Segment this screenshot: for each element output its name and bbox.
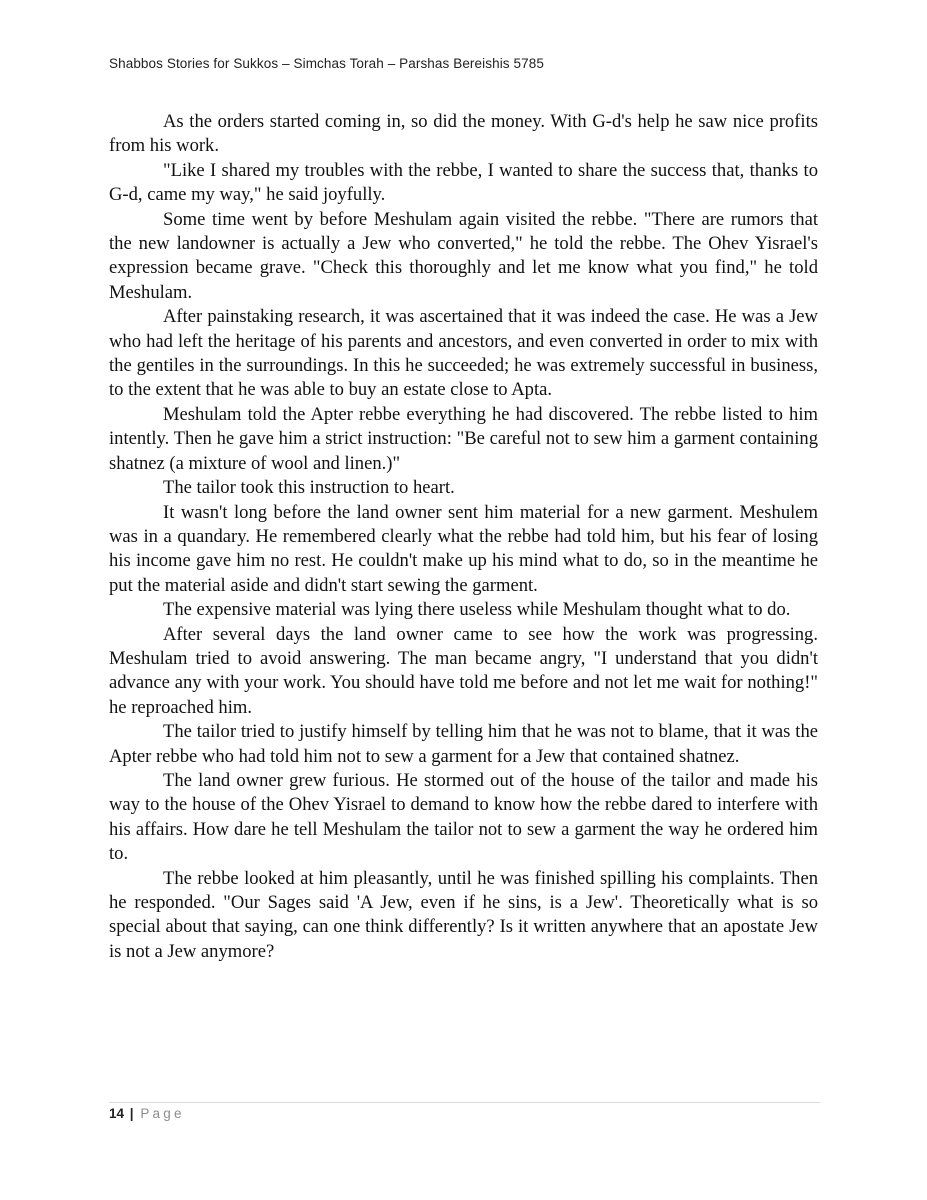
running-header: Shabbos Stories for Sukkos – Simchas Torah – Parshas Bereishis 5785: [109, 56, 544, 71]
paragraph: Meshulam told the Apter rebbe everything he had discovered. The rebbe listed to him intently. Then he gave him a strict instruction: "Be careful not to sew him a garment containing shatnez (a mixture of wool and linen.)": [109, 403, 818, 474]
page-footer: [109, 1106, 185, 1121]
paragraph: As the orders started coming in, so did the money. With G-d's help he saw nice profits from his work.: [109, 111, 818, 157]
body-text: [109, 110, 818, 964]
page-separator: |: [129, 1106, 134, 1121]
paragraph: The rebbe looked at him pleasantly, until he was finished spilling his complaints. Then he responded. "Our Sages said 'A Jew, even if he sins, is a Jew'. Theoretically what is so special about that saying, can one think differently? Is it written anywhere that an apostate Jew is not a Jew anymore?: [109, 867, 818, 962]
paragraph: The tailor tried to justify himself by telling him that he was not to blame, that it was the Apter rebbe who had told him not to sew a garment for a Jew that contained shatnez.: [109, 721, 818, 767]
paragraph: Some time went by before Meshulam again visited the rebbe. "There are rumors that the new landowner is actually a Jew who converted," he told the rebbe. The Ohev Yisrael's expression became grave. "Check this thoroughly and let me know what you find," he told Meshulam.: [109, 208, 818, 303]
paragraph: After painstaking research, it was ascertained that it was indeed the case. He was a Jew who had left the heritage of his parents and ancestors, and even converted in order to mix with the gentiles in the surroundings. In this he succeeded; he was extremely successful in business, to the extent that he was able to buy an estate close to Apta.: [109, 306, 818, 401]
page-number: 14: [109, 1106, 125, 1121]
paragraph: The expensive material was lying there useless while Meshulam thought what to do.: [163, 599, 791, 621]
paragraph: "Like I shared my troubles with the rebbe, I wanted to share the success that, thanks to G-d, came my way," he said joyfully.: [109, 159, 818, 206]
paragraph: The tailor took this instruction to heart.: [163, 477, 455, 499]
footer-divider: [109, 1102, 820, 1103]
paragraph: It wasn't long before the land owner sent him material for a new garment. Meshulem was in a quandary. He remembered clearly what the rebbe had told him, but his fear of losing his income gave him no rest. He couldn't make up his mind what to do, so in the meantime he put the material aside and didn't start sewing the garment.: [109, 501, 818, 596]
page-label: Page: [140, 1106, 185, 1121]
paragraph: The land owner grew furious. He stormed out of the house of the tailor and made his way to the house of the Ohev Yisrael to demand to know how the rebbe dared to interfere with his affairs. How dare he tell Meshulam the tailor not to sew a garment the way he ordered him to.: [109, 769, 818, 865]
paragraph: After several days the land owner came to see how the work was progressing. Meshulam tried to avoid answering. The man became angry, "I understand that you didn't advance any with your work. You should have told me before and not let me wait for nothing!" he reproached him.: [109, 623, 818, 718]
